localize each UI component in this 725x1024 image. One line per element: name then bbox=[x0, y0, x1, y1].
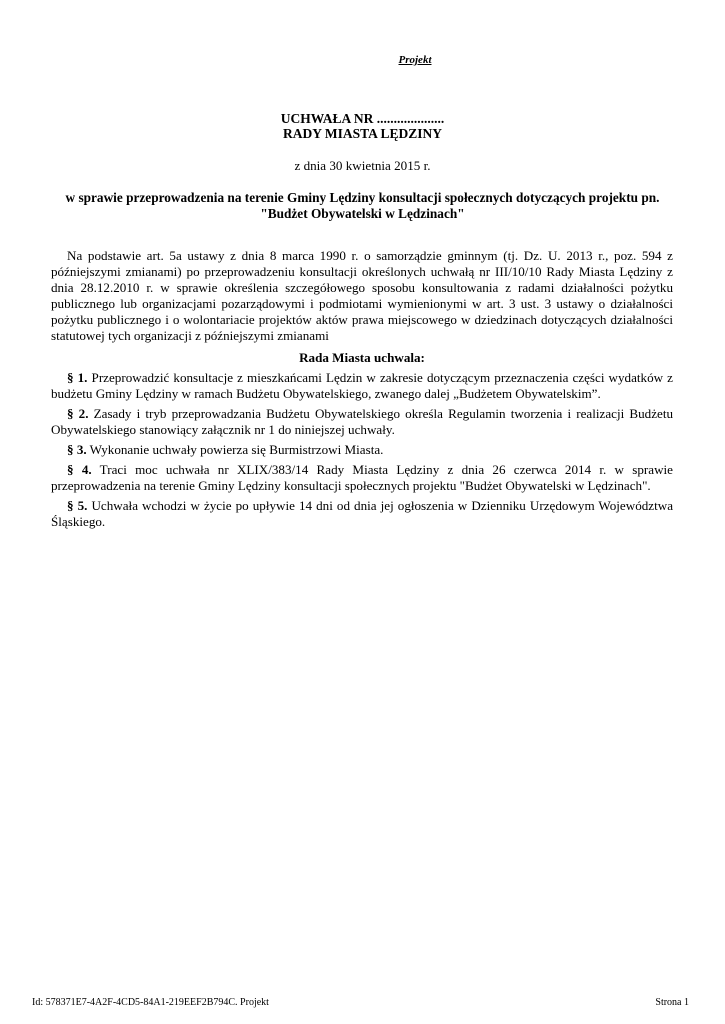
resolution-date: z dnia 30 kwietnia 2015 r. bbox=[294, 158, 431, 173]
council-name-title: RADY MIASTA LĘDZINY bbox=[282, 126, 443, 141]
paragraph-2 bbox=[51, 406, 673, 438]
footer-document-id: Id: 578371E7-4A2F-4CD5-84A1-219EEF2B794C. Projekt bbox=[32, 997, 269, 1008]
paragraph-text: Wykonanie uchwały powierza się Burmistrzowi Miasta. bbox=[86, 442, 384, 457]
paragraph-number: § 2. bbox=[67, 406, 89, 421]
resolution-subject: w sprawie przeprowadzenia na terenie Gminy Lędziny konsultacji społecznych dotyczących projektu pn. "Budżet Obywatelski w Lędzinach" bbox=[65, 190, 660, 221]
paragraph-text: Zasady i tryb przeprowadzania Budżetu Obywatelskiego określa Regulamin tworzenia i realizacji Budżetu Obywatelskiego stanowiący załącznik nr 1 do niniejszej uchwały. bbox=[51, 406, 673, 437]
paragraph-text: Uchwała wchodzi w życie po upływie 14 dni od dnia jej ogłoszenia w Dzienniku Urzędowym Województwa Śląskiego. bbox=[51, 498, 674, 529]
paragraph-5 bbox=[51, 498, 673, 530]
paragraph-4 bbox=[51, 462, 673, 494]
resolves-heading: Rada Miasta uchwala: bbox=[299, 350, 425, 365]
resolution-body bbox=[51, 248, 673, 530]
paragraph-1 bbox=[51, 370, 673, 402]
paragraph-number: § 5. bbox=[67, 498, 88, 513]
legal-basis-preamble: Na podstawie art. 5a ustawy z dnia 8 marca 1990 r. o samorządzie gminnym (tj. Dz. U. 2013 r., poz. 594 z późniejszymi zmianami) po przeprowadzeniu konsultacji określonych uchwałą nr III/10/10 Rady Miasta Lędziny z dnia 28.12.2010 r. w sprawie określenia szczegółowego sposobu konsultowania z radami działalności pożytku publicznego lub organizacjami pozarządowymi i podmiotami wymienionymi w art. 3 ust. 3 ustawy o działalności pożytku publicznego i o wolontariacie projektów aktów prawa miejscowego w dziedzinach dotyczących działalności statutowej tych organizacji z późniejszymi zmianami bbox=[51, 248, 673, 343]
paragraph-number: § 1. bbox=[67, 370, 88, 385]
paragraph-3 bbox=[51, 442, 673, 458]
projekt-label: Projekt bbox=[398, 54, 432, 66]
paragraph-number: § 4. bbox=[67, 462, 92, 477]
paragraph-text: Traci moc uchwała nr XLIX/383/14 Rady Miasta Lędziny z dnia 26 czerwca 2014 r. w sprawie przeprowadzenia na terenie Gminy Lędziny konsultacji społecznych projektu "Budżet Obywatelski w Lędzinach". bbox=[51, 462, 673, 493]
resolution-number-title: UCHWAŁA NR .................... bbox=[280, 111, 445, 126]
footer-page-number: Strona 1 bbox=[655, 997, 689, 1008]
paragraph-text: Przeprowadzić konsultacje z mieszkańcami Lędzin w zakresie dotyczącym przeznaczenia części wydatków z budżetu Gminy Lędziny w ramach Budżetu Obywatelskiego, zwanego dalej „Budżetem Obywatelskim”. bbox=[51, 370, 673, 401]
paragraph-number: § 3. bbox=[67, 442, 87, 457]
